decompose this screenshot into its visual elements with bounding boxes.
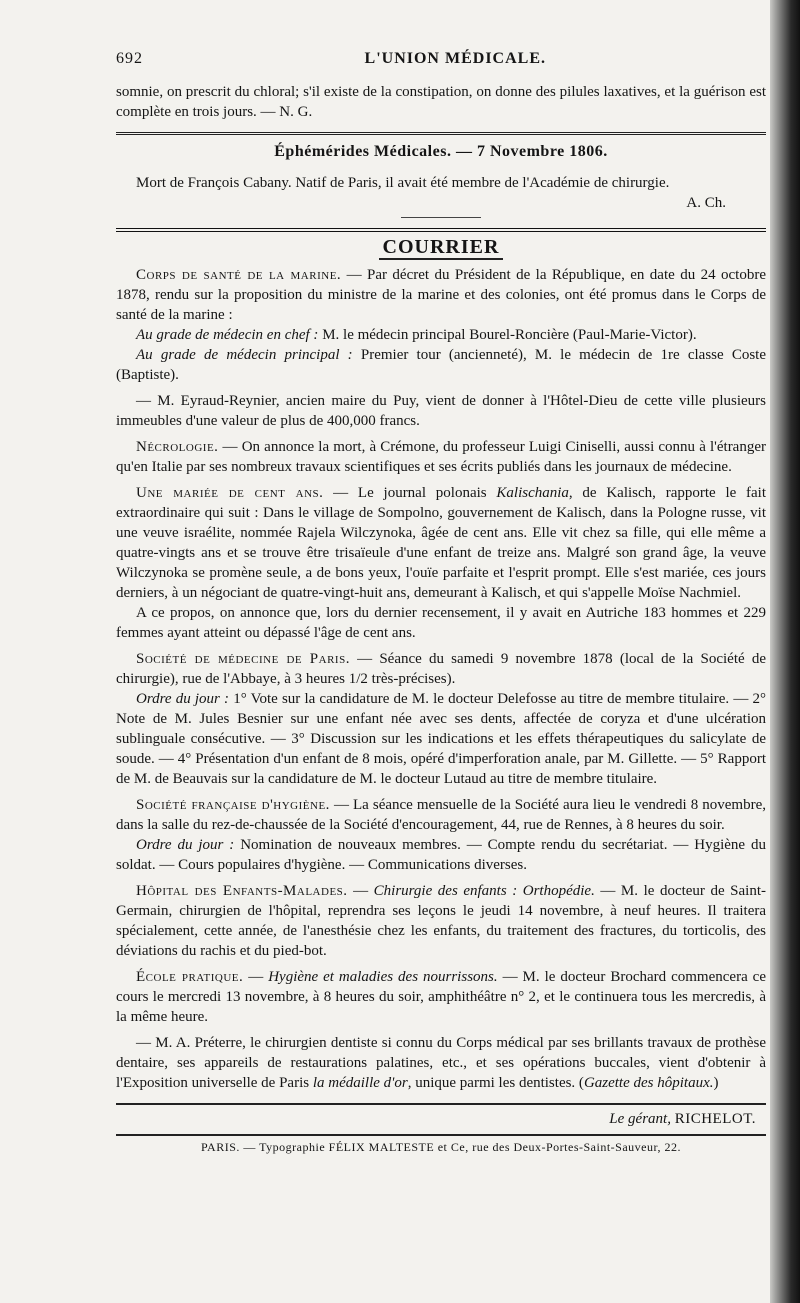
grade1-label: Au grade de médecin en chef : xyxy=(136,327,319,343)
running-header xyxy=(116,50,766,68)
gerant-signature xyxy=(116,1111,756,1128)
courrier-divider xyxy=(116,228,766,232)
page-content xyxy=(116,50,766,1155)
autriche-paragraph: A ce propos, on annonce que, lors du dernier recensement, il y avait en Autriche 183 hommes et 229 femmes ayant atteint ou dépassé l'âge de cent ans. xyxy=(116,605,766,641)
grade2-text: Premier tour (ancienneté), M. le médecin de 1re classe Coste (Baptiste). xyxy=(116,347,767,383)
imprint: PARIS. — Typographie FÉLIX MALTESTE et Ce, rue des Deux-Portes-Saint-Sauveur, 22. xyxy=(200,1140,682,1154)
mariee-paragraph xyxy=(116,483,766,603)
section-divider xyxy=(116,132,766,135)
smp-ordre-text: 1° Vote sur la candidature de M. le docteur Delefosse au titre de membre titulaire. — 2° Note de M. Jules Besnier sur une enfant née avec ses dents, affectée de coryza et d'une ulcération sublinguale consécutive. — 3° Discussion sur les indications et les effets thérapeutiques du salicylate de soude. — 4° Présentation d'un enfant de 8 mois, opéré d'imperforation anale, par M. Gillette. — 5° Rapport de M. de Beauvais sur la candidature de M. le docteur Lutaud au titre de membre titulaire. xyxy=(116,691,766,787)
eyraud-paragraph: — M. Eyraud-Reynier, ancien maire du Puy, vient de donner à l'Hôtel-Dieu de cette ville plusieurs immeubles d'une valeur de plus de 400,000 francs. xyxy=(116,393,766,429)
page-number: 692 xyxy=(116,50,143,67)
preterre-text-a: — M. A. Préterre, le chirurgien dentiste si connu du Corps médical par ses brillants travaux de prothèse dentaire, ses appareils de restaurations palatines, etc., et ses opérations buccales, vient d'obtenir à l'Exposition universelle de Paris xyxy=(116,1035,766,1091)
courrier-title xyxy=(116,236,766,259)
grade2-paragraph xyxy=(116,345,766,385)
sfh-ordre-paragraph xyxy=(116,835,766,875)
mariee-journal: Kalischania xyxy=(496,485,569,501)
ephemerides-title xyxy=(116,143,766,161)
mariee-text-a: — Le journal polonais xyxy=(323,485,497,501)
necrologie-paragraph xyxy=(116,437,766,477)
journal-title: L'UNION MÉDICALE. xyxy=(364,50,546,67)
ephemerides-text: Mort de François Cabany. Natif de Paris, il avait été membre de l'Académie de chirurgie. xyxy=(136,175,670,191)
courrier-heading: COURRIER xyxy=(379,236,504,260)
hopital-lead: Hôpital des Enfants-Malades. xyxy=(136,883,348,899)
smp-paragraph xyxy=(116,649,766,689)
ecole-paragraph xyxy=(116,967,766,1027)
grade2-label: Au grade de médecin principal : xyxy=(136,347,353,363)
ephemerides-heading: Éphémérides Médicales. — 7 Novembre 1806. xyxy=(274,143,608,160)
mariee-text-b: , de Kalisch, rapporte le fait extraordinaire qui suit : Dans le village de Sompolno, gouvernement de Kalisch, dans la Pologne russe, vit une veuve israélite, nommée Rajela Wilczynoka, âgée de cent ans. Elle vit chez sa fille, qui elle même a quatre-vingts ans et se trouve être trisaïeule d'une enfant de treize ans. Malgré son grand âge, la veuve Wilczynoka se promène seule, a de bons yeux, l'ouïe parfaite et l'esprit prompt. Elle s'est mariée, ces jours derniers, à un négociant de quatre-vingt-huit ans, demeurant à Kalisch, et qui s'appelle Moïse Nachmiel. xyxy=(116,485,767,601)
imprint-divider xyxy=(116,1134,766,1136)
ephemerides-signature: A. Ch. xyxy=(686,195,726,211)
short-divider xyxy=(401,217,481,218)
hopital-text: — M. le docteur de Saint-Germain, chirurgien de l'hôpital, reprendra ses leçons le jeudi 14 novembre, à neuf heures. Il traitera spécialement, cette année, de l'anesthésie chez les enfants, du traitement des fractures, du torticolis, des déviations du rachis et du pied-bot. xyxy=(116,883,766,959)
ecole-topic: Hygiène et maladies des nourrissons. xyxy=(268,969,498,985)
corps-text: — Par décret du Président de la République, en date du 24 octobre 1878, rendu sur la proposition du ministre de la marine et des colonies, ont été promus dans le Corps de santé de la marine : xyxy=(116,267,767,323)
hopital-topic: Chirurgie des enfants : Orthopédie. xyxy=(373,883,595,899)
corps-lead: Corps de santé de la marine. xyxy=(136,267,342,283)
smp-text: — Séance du samedi 9 novembre 1878 (local de la Société de chirurgie), rue de l'Abbaye, à 3 heures 1/2 très-précises). xyxy=(116,651,766,687)
preterre-source: Gazette des hôpitaux. xyxy=(583,1075,714,1091)
necrologie-lead: Nécrologie. xyxy=(136,439,219,455)
smp-lead: Société de médecine de Paris. xyxy=(136,651,350,667)
mariee-lead: Une mariée de cent ans. xyxy=(136,485,324,501)
grade1-paragraph xyxy=(116,325,766,345)
opening-paragraph: somnie, on prescrit du chloral; s'il existe de la constipation, on donne des pilules laxatives, et la guérison est complète en trois jours. — N. G. xyxy=(116,84,766,120)
preterre-paragraph xyxy=(116,1033,766,1093)
ecole-text: — M. le docteur Brochard commencera ce cours le mercredi 13 novembre, à 8 heures du soir, amphithéâtre n° 2, et le continuera tous les mercredis, à la même heure. xyxy=(116,969,767,1025)
ecole-lead: École pratique. xyxy=(136,969,244,985)
preterre-award: la médaille d'or xyxy=(312,1075,408,1091)
smp-ordre-label: Ordre du jour : xyxy=(136,691,230,707)
sfh-ordre-label: Ordre du jour : xyxy=(136,837,235,853)
gerant-label: Le gérant, xyxy=(609,1111,671,1127)
hopital-dash: — xyxy=(347,883,374,899)
ecole-dash: — xyxy=(243,969,269,985)
gerant-name: RICHELOT. xyxy=(674,1111,756,1127)
necrologie-text: — On annonce la mort, à Crémone, du professeur Luigi Ciniselli, aussi connu à l'étranger qu'en Italie par ses nombreux travaux scientifiques et ses écrits publiés dans les journaux de médecine. xyxy=(116,439,766,475)
preterre-text-b: , unique parmi les dentistes. ( xyxy=(407,1075,584,1091)
page-edge-shadow xyxy=(770,0,800,1303)
sfh-lead: Société française d'hygiène. xyxy=(136,797,330,813)
footer-divider xyxy=(116,1103,766,1105)
smp-ordre-paragraph xyxy=(116,689,766,789)
grade1-text: M. le médecin principal Bourel-Roncière (Paul-Marie-Victor). xyxy=(318,327,697,343)
hopital-paragraph xyxy=(116,881,766,961)
sfh-paragraph xyxy=(116,795,766,835)
corps-paragraph xyxy=(116,265,766,325)
sfh-ordre-text: Nomination de nouveaux membres. — Compte rendu du secrétariat. — Hygiène du soldat. — Cours populaires d'hygiène. — Communications diverses. xyxy=(116,837,767,873)
sfh-text: — La séance mensuelle de la Société aura lieu le vendredi 8 novembre, dans la salle du rez-de-chaussée de la Société d'encouragement, 44, rue de Rennes, à 8 heures du soir. xyxy=(116,797,766,833)
preterre-text-c: ) xyxy=(713,1075,719,1091)
